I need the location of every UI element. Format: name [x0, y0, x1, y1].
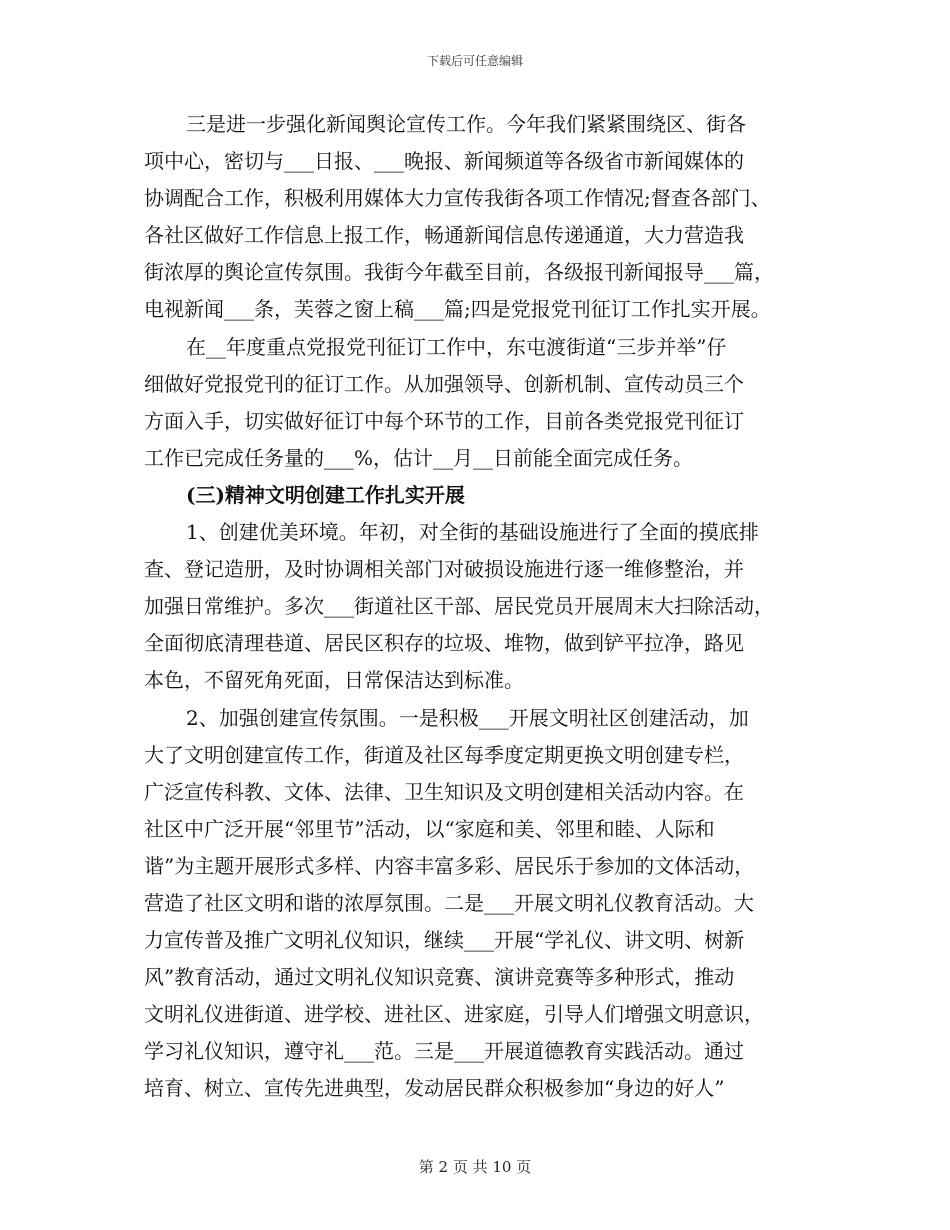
text-line: 力宣传普及推广文明礼仪知识，继续___开展“学礼仪、讲文明、树新: [144, 928, 745, 953]
text-line: 三是进一步强化新闻舆论宣传工作。今年我们紧紧围绕区、街各: [186, 112, 746, 136]
page-footer: 第 2 页 共 10 页: [418, 1158, 532, 1176]
text-line: 培育、树立、宣传先进典型，发动居民群众积极参加“身边的好人”: [144, 1076, 725, 1101]
text-line: 电视新闻___条，芙蓉之窗上稿___篇;四是党报党刊征订工作扎实开展。: [144, 297, 771, 322]
text-line: 各社区做好工作信息上报工作，畅通新闻信息传递通道，大力营造我: [144, 223, 744, 248]
text-line: 街浓厚的舆论宣传氛围。我街今年截至目前，各级报刊新闻报导___篇，: [144, 260, 774, 285]
text-line: 风”教育活动，通过文明礼仪知识竞赛、演讲竞赛等多种形式，推动: [144, 965, 735, 990]
text-line: 大了文明创建宣传工作，街道及社区每季度定期更换文明创建专栏，: [144, 742, 744, 767]
text-line: 文明礼仪进街道、进学校、进社区、进家庭，引导人们增强文明意识，: [144, 1002, 764, 1027]
text-line: 项中心，密切与___日报、___晚报、新闻频道等各级省市新闻媒体的: [144, 149, 744, 174]
text-line: 2、加强创建宣传氛围。一是积极___开展文明社区创建活动，加: [186, 705, 749, 730]
text-line: 全面彻底清理巷道、居民区积存的垃圾、堆物，做到铲平拉净，路见: [144, 631, 744, 656]
page-header: 下载后可任意编辑: [426, 54, 523, 68]
text-line: 谐”为主题开展形式多样、内容丰富多彩、居民乐于参加的文体活动，: [144, 853, 755, 878]
text-line: 营造了社区文明和谐的浓厚氛围。二是___开展文明礼仪教育活动。大: [144, 890, 754, 915]
text-line: 查、登记造册，及时协调相关部门对破损设施进行逐一维修整治，并: [144, 557, 744, 582]
text-line: 广泛宣传科教、文体、法律、卫生知识及文明创建相关活动内容。在: [144, 779, 744, 804]
section-heading: (三)精神文明创建工作扎实开展: [186, 482, 465, 507]
text-line: 1、创建优美环境。年初，对全街的基础设施进行了全面的摸底排: [186, 520, 759, 545]
document-body: [144, 106, 824, 1108]
text-line: 加强日常维护。多次___街道社区干部、居民党员开展周末大扫除活动，: [144, 594, 774, 619]
text-line: 本色，不留死角死面，日常保洁达到标准。: [144, 668, 524, 693]
text-line: 社区中广泛开展“邻里节”活动，以“家庭和美、邻里和睦、人际和: [144, 816, 715, 841]
text-line: 在__年度重点党报党刊征订工作中，东屯渡街道“三步并举”仔: [186, 334, 727, 359]
text-line: 工作已完成任务量的___%，估计__月__日前能全面完成任务。: [144, 445, 694, 470]
text-line: 细做好党报党刊的征订工作。从加强领导、创新机制、宣传动员三个: [144, 371, 744, 396]
text-line: 学习礼仪知识，遵守礼___范。三是___开展道德教育实践活动。通过: [144, 1039, 744, 1064]
text-line: 协调配合工作，积极利用媒体大力宣传我街各项工作情况;督查各部门、: [144, 186, 771, 211]
text-line: 方面入手，切实做好征订中每个环节的工作，目前各类党报党刊征订: [144, 408, 744, 433]
